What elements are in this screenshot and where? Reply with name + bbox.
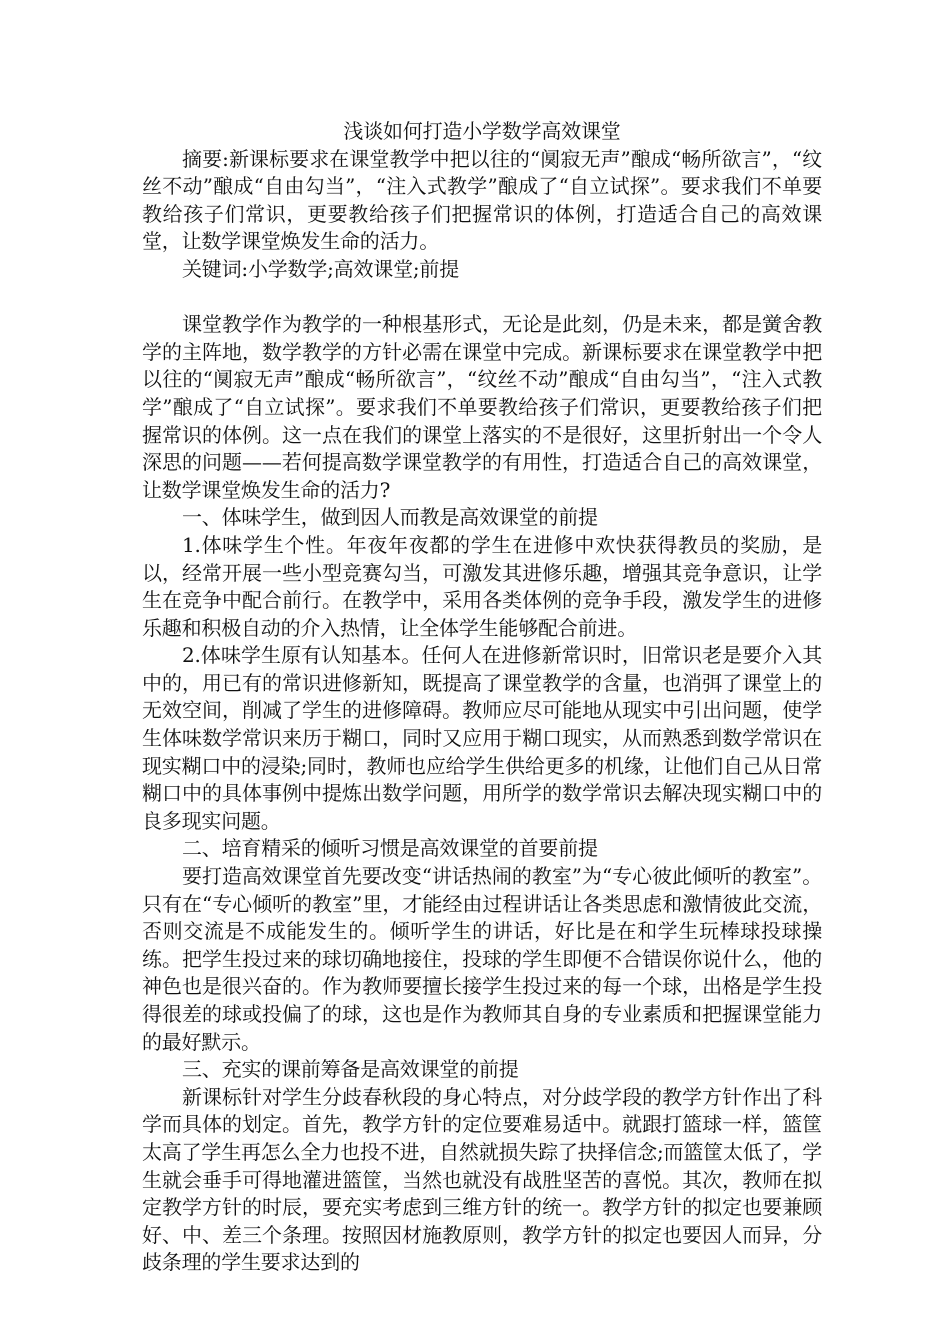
section-heading-2: 二、培育精采的倾听习惯是高效课堂的首要前提	[182, 836, 598, 861]
section-heading-1: 一、体味学生，做到因人而教是高效课堂的前提	[182, 505, 598, 530]
body-paragraph: 要打造高效课堂首先要改变“讲话热闹的教室”为“专心彼此倾听的教室”。只有在“专心倾听的教室”里，才能经由过程讲话让各类思虑和激情彼此交流，否则交流是不成能发生的。倾听学生的讲话，好比是在和学生玩棒球投球操练。把学生投过来的球切确地接住，投球的学生即便不合错误你说什么，他的神色也是很兴奋的。作为教师要擅长接学生投过来的每一个球，出格是学生投得很差的球或投偏了的球，这也是作为教师其自身的专业素质和把握课堂能力的最好默示。	[142, 864, 822, 1054]
document-title: 浅谈如何打造小学数学高效课堂	[343, 119, 621, 143]
document-page	[142, 118, 822, 1277]
section-heading-3: 三、充实的课前筹备是高效课堂的前提	[182, 1057, 519, 1082]
body-paragraph: 2.体味学生原有认知基本。任何人在进修新常识时，旧常识老是要介入其中的，用已有的常识进修新知，既提高了课堂教学的含量，也消弭了课堂上的无效空间，削减了学生的进修障碍。教师应尽可能地从现实中引出问题，使学生体味数学常识来历于糊口，同时又应用于糊口现实，从而熟悉到数学常识在现实糊口中的浸染;同时，教师也应给学生供给更多的机缘，让他们自己从日常糊口中的具体事例中提炼出数学问题，用所学的数学常识去解决现实糊口中的良多现实问题。	[142, 643, 822, 833]
body-paragraph-intro: 课堂教学作为教学的一种根基形式，无论是此刻，仍是未来，都是黉舍教学的主阵地，数学教学的方针必需在课堂中完成。新课标要求在课堂教学中把以往的“阒寂无声”酿成“畅所欲言”，“纹丝不动”酿成“自由勾当”，“注入式教学”酿成了“自立试探”。要求我们不单要教给孩子们常识，更要教给孩子们把握常识的体例。这一点在我们的课堂上落实的不是很好，这里折射出一个令人深思的问题——若何提高数学课堂教学的有用性，打造适合自己的高效课堂，让数学课堂焕发生命的活力?	[142, 312, 822, 502]
keywords-line: 关键词:小学数学;高效课堂;前提	[182, 256, 460, 281]
abstract-paragraph: 摘要:新课标要求在课堂教学中把以往的“阒寂无声”酿成“畅所欲言”，“纹丝不动”酿成“自由勾当”，“注入式教学”酿成了“自立试探”。要求我们不单要教给孩子们常识，更要教给孩子们把握常识的体例，打造适合自己的高效课堂，让数学课堂焕发生命的活力。	[142, 146, 823, 254]
body-paragraph: 1.体味学生个性。年夜年夜都的学生在进修中欢快获得教员的奖励，是以，经常开展一些小型竞赛勾当，可激发其进修乐趣，增强其竞争意识，让学生在竞争中配合前行。在教学中，采用各类体例的竞争手段，激发学生的进修乐趣和积极自动的介入热情，让全体学生能够配合前进。	[142, 532, 822, 640]
body-paragraph: 新课标针对学生分歧春秋段的身心特点，对分歧学段的教学方针作出了科学而具体的划定。首先，教学方针的定位要难易适中。就跟打篮球一样，篮筐太高了学生再怎么全力也投不进，自然就损失踪了抉择信念;而篮筐太低了，学生就会垂手可得地灌进篮筐，当然也就没有战胜坚苦的喜悦。其次，教师在拟定教学方针的时辰，要充实考虑到三维方针的统一。教学方针的拟定也要兼顾好、中、差三个条理。按照因材施教原则，教学方针的拟定也要因人而异，分歧条理的学生要求达到的	[142, 1084, 822, 1275]
